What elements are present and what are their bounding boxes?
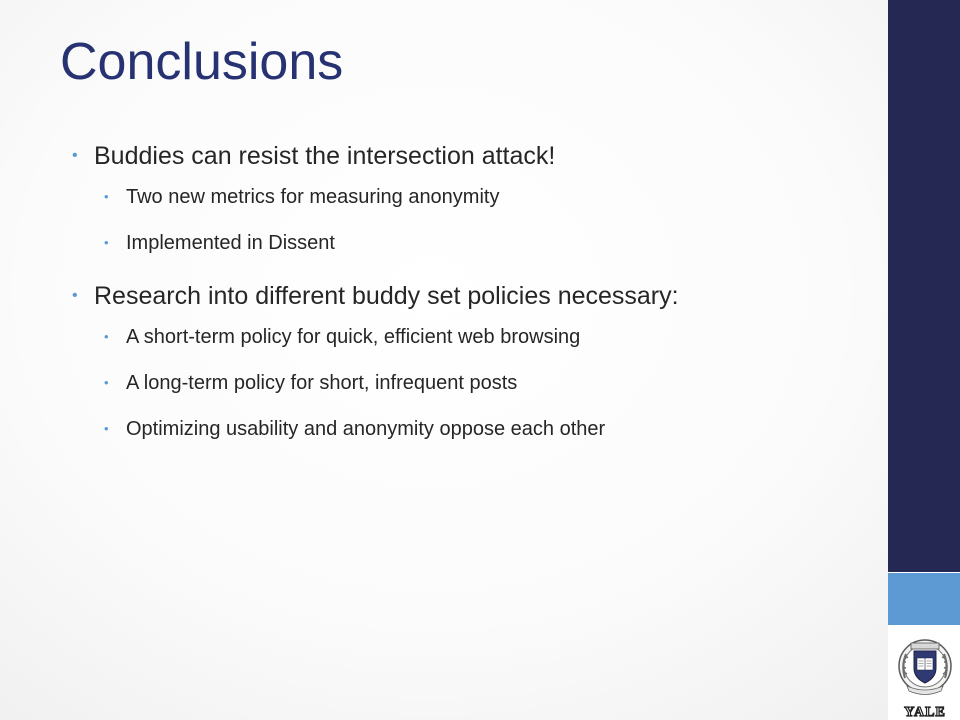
sidebar-blue-band bbox=[888, 573, 960, 625]
sub-bullet-item bbox=[72, 224, 872, 270]
svg-text:YALE: YALE bbox=[904, 705, 946, 720]
bullet-dot-icon: • bbox=[104, 421, 109, 436]
bullet-item bbox=[72, 278, 872, 318]
bullet-dot-icon: • bbox=[104, 235, 109, 250]
bullet-item bbox=[72, 138, 872, 178]
bullet-dot-icon: • bbox=[72, 287, 78, 304]
bullet-dot-icon: • bbox=[72, 147, 78, 164]
bullet-dot-icon: • bbox=[104, 329, 109, 344]
sub-bullet-text: Implemented in Dissent bbox=[126, 232, 335, 254]
bullet-text: Buddies can resist the intersection attack! bbox=[94, 142, 556, 170]
sub-bullet-text: Two new metrics for measuring anonymity bbox=[126, 186, 500, 208]
sub-bullet-item bbox=[72, 318, 872, 364]
sub-bullet-text: A short-term policy for quick, efficient web browsing bbox=[126, 326, 581, 348]
bullet-dot-icon: • bbox=[104, 189, 109, 204]
sub-bullet-text: Optimizing usability and anonymity oppose each other bbox=[126, 418, 606, 440]
sub-bullet-text: A long-term policy for short, infrequent posts bbox=[126, 372, 518, 394]
bullet-list bbox=[72, 138, 872, 456]
slide-title: Conclusions bbox=[60, 33, 344, 91]
sidebar-navy-band bbox=[888, 0, 960, 572]
bullet-dot-icon: • bbox=[104, 375, 109, 390]
right-sidebar bbox=[888, 0, 960, 720]
sub-bullet-item bbox=[72, 178, 872, 224]
sub-bullet-item bbox=[72, 410, 872, 456]
yale-crest-icon bbox=[897, 634, 953, 720]
bullet-text: Research into different buddy set policies necessary: bbox=[94, 282, 679, 310]
sub-bullet-item bbox=[72, 364, 872, 410]
bullet-spacer bbox=[72, 270, 872, 278]
